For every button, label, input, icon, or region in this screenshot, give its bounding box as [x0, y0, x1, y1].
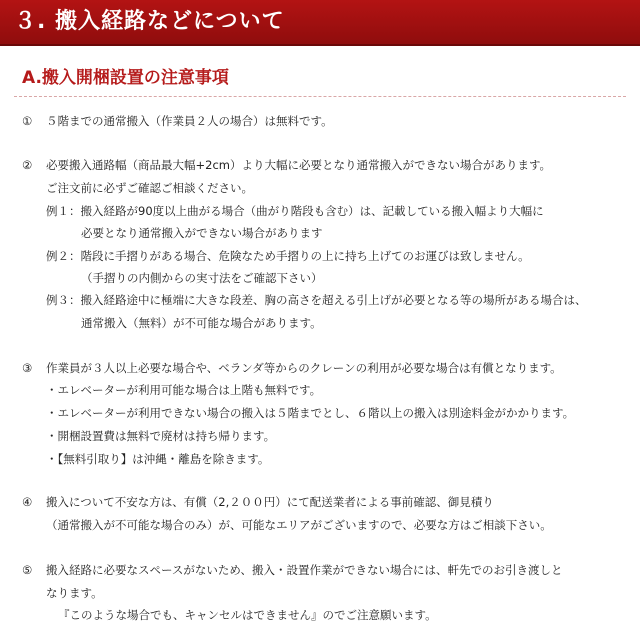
item-2-line-1: 必要搬入通路幅（商品最大幅+2cm）より大幅に必要となり通常搬入ができない場合があります。 — [46, 158, 552, 172]
item-3-bullet-2: ・エレベーターが利用できない場合の搬入は５階までとし、６階以上の搬入は別途料金がかかります。 — [46, 406, 575, 420]
item-4-number: ④ — [22, 495, 33, 509]
item-5-number: ⑤ — [22, 563, 33, 577]
item-5-line-2: なります。 — [46, 586, 103, 600]
item-2-example-1: 例１：搬入経路が90度以上曲がる場合（曲がり階段も含む）は、記載している搬入幅より大幅に — [46, 204, 544, 218]
section-divider — [14, 96, 626, 97]
item-4-line-2: （通常搬入が不可能な場合のみ）が、可能なエリアがございますので、必要な方はご相談下さい。 — [46, 518, 552, 532]
item-4-line-1: 搬入について不安な方は、有償（2,２００円）にて配送業者による事前確認、御見積り — [46, 495, 494, 509]
item-2-example-2-cont: （手摺りの内側からの実寸法をご確認下さい） — [81, 271, 323, 285]
item-1-number: ① — [22, 114, 33, 128]
item-3-number: ③ — [22, 361, 33, 375]
item-2-example-3: 例３：搬入経路途中に極端に大きな段差、胸の高さを超える引上げが必要となる等の場所がある場合は、 — [46, 293, 587, 307]
item-2-example-3-cont: 通常搬入（無料）が不可能な場合があります。 — [81, 316, 322, 330]
item-3-line-1: 作業員が３人以上必要な場合や、ベランダ等からのクレーンの利用が必要な場合は有償となります。 — [46, 361, 562, 375]
item-2-example-2: 例２：階段に手摺りがある場合、危険なため手摺りの上に持ち上げてのお運びは致しません。 — [46, 249, 530, 263]
item-3-bullet-4: ・【無料引取り】は沖縄・離島を除きます。 — [46, 452, 270, 466]
item-3-bullet-1: ・エレベーターが利用可能な場合は上階も無料です。 — [46, 383, 322, 397]
item-5-line-1: 搬入経路に必要なスペースがないため、搬入・設置作業ができない場合には、軒先でのお引き渡しと — [46, 563, 563, 577]
item-2-line-2: ご注文前に必ずご確認ご相談ください。 — [46, 181, 253, 195]
item-2-example-1-cont: 必要となり通常搬入ができない場合があります — [81, 226, 323, 240]
section-title: A.搬入開梱設置の注意事項 — [22, 68, 229, 88]
item-3-bullet-3: ・開梱設置費は無料で廃材は持ち帰ります。 — [46, 429, 276, 443]
item-1-line-1: ５階までの通常搬入（作業員２人の場合）は無料です。 — [46, 114, 333, 128]
header-bar — [0, 0, 640, 46]
page-title: ３. 搬入経路などについて — [14, 9, 285, 34]
item-2-number: ② — [22, 158, 33, 172]
item-5-line-3: 『このような場合でも、キャンセルはできません』のでご注意願います。 — [58, 608, 437, 622]
